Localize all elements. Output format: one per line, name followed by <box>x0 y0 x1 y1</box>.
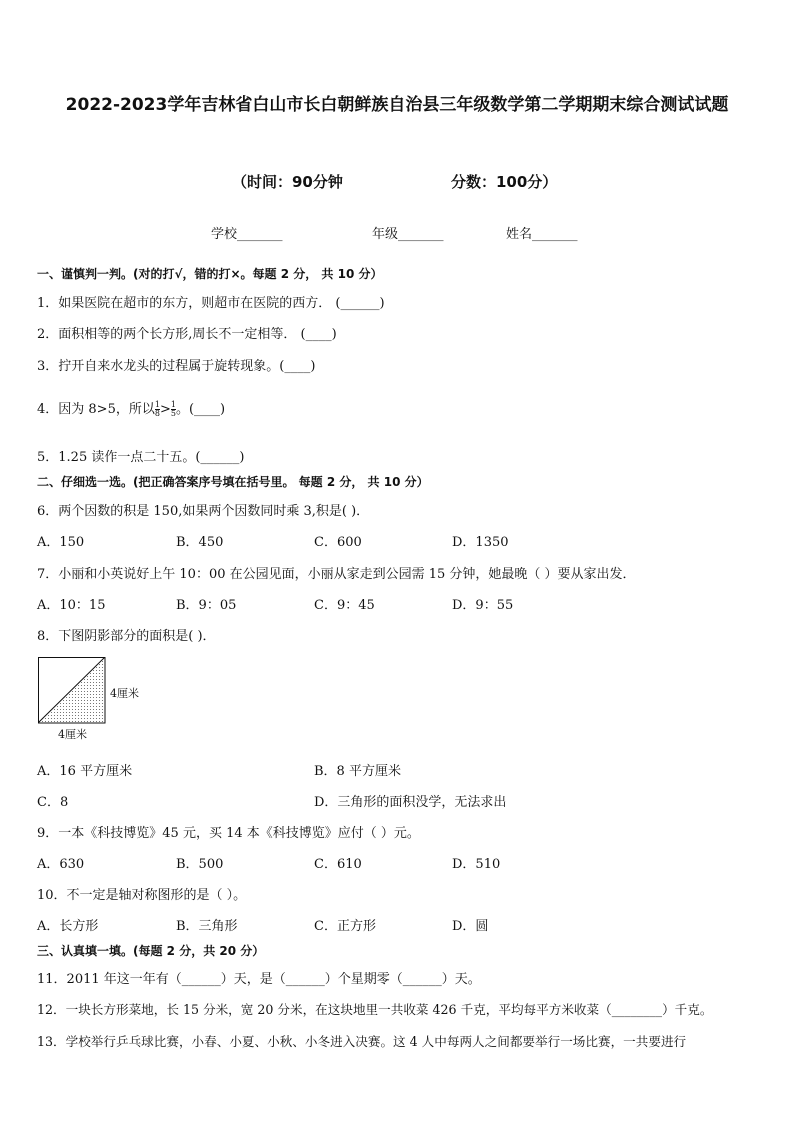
question-6: 6．两个因数的积是 150,如果两个因数同时乘 3,积是( )． <box>37 504 370 519</box>
q8-option-b: B．8 平方厘米 <box>314 764 401 779</box>
name-field: 姓名_______ <box>506 227 578 242</box>
grade-field: 年级_______ <box>372 227 444 242</box>
exam-title: 2022-2023学年吉林省白山市长白朝鲜族自治县三年级数学第二学期期末综合测试试题 <box>65 95 729 115</box>
question-4-prefix: 4．因为 8>5，所以 <box>37 402 155 417</box>
q10-option-d: D．圆 <box>452 919 489 934</box>
figure-bottom-label: 4厘米 <box>58 728 87 741</box>
question-8: 8．下图阴影部分的面积是( )． <box>37 629 216 644</box>
q7-option-c: C．9：45 <box>314 598 375 613</box>
q9-option-c: C．610 <box>314 857 362 872</box>
q8-option-d: D．三角形的面积没学，无法求出 <box>314 795 507 810</box>
figure-right-label: 4厘米 <box>110 687 139 700</box>
question-12: 12．一块长方形菜地，长 15 分米，宽 20 分米，在这块地里一共收菜 426 千克，平均每平方米收菜（________）千克。 <box>37 1002 713 1017</box>
question-4-suffix: 。(____) <box>175 402 226 417</box>
fraction-one-fifth: $\frac{1}{5}$ <box>170 400 176 418</box>
question-4 <box>37 398 225 418</box>
q8-option-a: A．16 平方厘米 <box>37 764 133 779</box>
q10-option-a: A．长方形 <box>37 919 99 934</box>
q9-option-a: A．630 <box>37 857 85 872</box>
q7-option-b: B．9：05 <box>176 598 237 613</box>
q9-option-b: B．500 <box>176 857 224 872</box>
question-5: 5．1.25 读作一点二十五。(______) <box>37 450 245 465</box>
q6-option-b: B．450 <box>176 535 224 550</box>
question-1: 1．如果医院在超市的东方，则超市在医院的西方． (______) <box>37 296 385 311</box>
fraction-one-eighth: $\frac{1}{8}$ <box>154 400 160 418</box>
q6-option-a: A．150 <box>37 535 85 550</box>
question-13: 13．学校举行乒乓球比赛，小春、小夏、小秋、小冬进入决赛。这 4 人中每两人之间都要举行一场比赛，一共要进行 <box>37 1034 687 1049</box>
q10-option-b: B．三角形 <box>176 919 238 934</box>
q8-option-c: C．8 <box>37 795 69 810</box>
section-3-heading: 三、认真填一填。(每题 2 分，共 20 分） <box>37 944 265 958</box>
q6-option-c: C．600 <box>314 535 362 550</box>
question-7: 7．小丽和小英说好上午 10：00 在公园见面，小丽从家走到公园需 15 分钟，她最晚（ ）要从家出发． <box>37 567 636 582</box>
section-1-heading: 一、谨慎判一判。(对的打√，错的打×。每题 2 分， 共 10 分） <box>37 267 383 281</box>
question-9: 9．一本《科技博览》45 元，买 14 本《科技博览》应付（ ）元。 <box>37 826 420 841</box>
q7-option-d: D．9：55 <box>452 598 514 613</box>
exam-time: （时间：90分钟 <box>232 173 343 191</box>
exam-score: 分数：100分） <box>451 173 558 191</box>
school-field: 学校_______ <box>211 227 283 242</box>
question-3: 3．拧开自来水龙头的过程属于旋转现象。(____) <box>37 359 316 374</box>
shaded-square-figure <box>38 657 178 751</box>
q10-option-c: C．正方形 <box>314 919 376 934</box>
question-10: 10．不一定是轴对称图形的是（ ）。 <box>37 888 247 903</box>
question-11: 11．2011 年这一年有（______）天，是（______）个星期零（______）天。 <box>37 972 481 987</box>
q9-option-d: D．510 <box>452 857 501 872</box>
question-2: 2．面积相等的两个长方形,周长不一定相等． (____) <box>37 327 337 342</box>
q7-option-a: A．10：15 <box>37 598 106 613</box>
greater-than-sign: > <box>159 402 171 417</box>
section-2-heading: 二、仔细选一选。(把正确答案序号填在括号里。 每题 2 分， 共 10 分） <box>37 475 429 489</box>
q6-option-d: D．1350 <box>452 535 509 550</box>
